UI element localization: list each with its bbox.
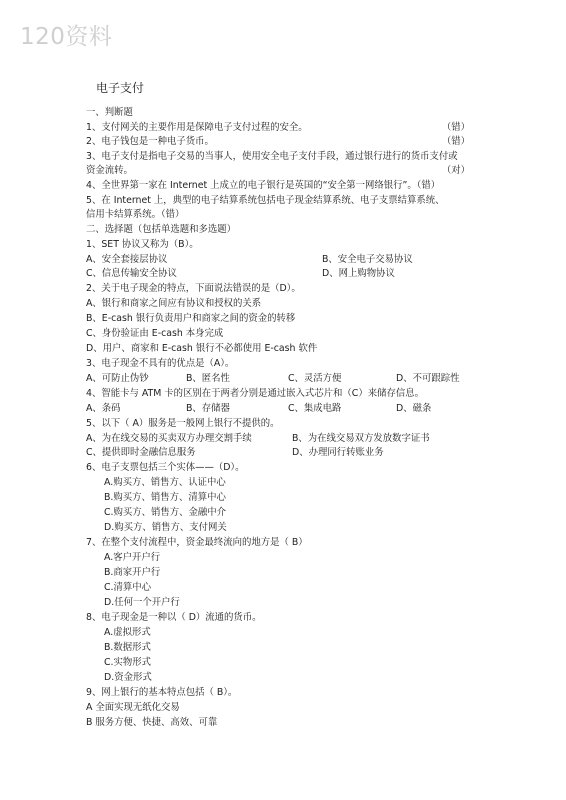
option-b: B、E-cash 银行负责用户和商家之间的资金的转移 — [86, 313, 296, 324]
option-row — [86, 268, 486, 280]
choice-question-8: 8、电子现金是一种以（ D）流通的货币。 — [86, 612, 262, 623]
option-d: D.任何一个开户行 — [104, 597, 180, 608]
option-d: D、磁条 — [396, 403, 432, 414]
judge-question-4: 4、全世界第一家在 Internet 上成立的电子银行是英国的“安全第一网络银行”。（错） — [86, 180, 441, 191]
answer-mark: （对） — [441, 165, 470, 176]
choice-question-9: 9、网上银行的基本特点包括（ B）。 — [86, 687, 238, 698]
option-a: A、安全套接层协议 — [86, 254, 168, 265]
question-text: 资金流转。 — [86, 165, 133, 176]
option-a: A 全面实现无纸化交易 — [86, 702, 180, 713]
option-a: A.购买方、销售方、认证中心 — [104, 477, 226, 488]
judge-heading: 一、判断题 — [86, 107, 133, 118]
judge-question-3-line-1: 3、电子支付是指电子交易的当事人，使用安全电子支付手段，通过银行进行的货币支付或 — [86, 151, 458, 162]
watermark: 120资料 — [20, 24, 113, 50]
option-row — [86, 373, 486, 385]
option-a: A、条码 — [86, 403, 121, 414]
judge-question-3-line-2 — [86, 165, 470, 177]
option-c: C、身份验证由 E-cash 本身完成 — [86, 328, 224, 339]
option-d: D.资金形式 — [104, 672, 152, 683]
judge-question-5-line-2: 信用卡结算系统。（错） — [86, 209, 185, 220]
choice-question-7: 7、在整个支付流程中，资金最终流向的地方是（ B） — [86, 537, 308, 548]
option-b: B.数据形式 — [104, 642, 151, 653]
option-d: D、办理同行转账业务 — [292, 447, 384, 458]
option-c: C.实物形式 — [104, 657, 152, 668]
document-title: 电子支付 — [96, 81, 145, 95]
choice-question-3: 3、电子现金不具有的优点是（A）。 — [86, 358, 235, 369]
option-c: C.购买方、销售方、金融中介 — [104, 507, 227, 518]
option-a: A、为在线交易的买卖双方办理交割手续 — [86, 433, 252, 444]
choice-question-6: 6、电子支票包括三个实体——（D）。 — [86, 462, 245, 473]
option-c: C、提供即时金融信息服务 — [86, 447, 196, 458]
judge-question-1 — [86, 122, 470, 134]
option-b: B 服务方便、快捷、高效、可靠 — [86, 717, 218, 728]
option-b: B.购买方、销售方、清算中心 — [104, 492, 226, 503]
option-b: B、存储器 — [186, 403, 230, 414]
option-row — [86, 433, 486, 445]
option-c: C、集成电路 — [288, 403, 342, 414]
option-a: A.客户开户行 — [104, 552, 161, 563]
question-text: 1、支付网关的主要作用是保障电子支付过程的安全。 — [86, 122, 308, 133]
choice-heading: 二、选择题（包括单选题和多选题） — [86, 224, 237, 235]
option-a: A.虚拟形式 — [104, 627, 151, 638]
option-d: D、不可跟踪性 — [396, 373, 460, 384]
answer-mark: （错） — [441, 122, 470, 133]
option-b: B、为在线交易双方发放数字证书 — [292, 433, 430, 444]
option-d: D、网上购物协议 — [322, 268, 395, 279]
choice-question-4: 4、智能卡与 ATM 卡的区别在于两者分别是通过嵌入式芯片和（C）来储存信息。 — [86, 388, 424, 399]
choice-question-2: 2、关于电子现金的特点，下面说法错误的是（D）。 — [86, 283, 301, 294]
choice-question-1: 1、SET 协议又称为（B）。 — [86, 239, 199, 250]
option-a: A、银行和商家之间应有协议和授权的关系 — [86, 298, 262, 309]
choice-question-5: 5、以下（ A）服务是一般网上银行不提供的。 — [86, 418, 280, 429]
option-c: C、信息传输安全协议 — [86, 268, 177, 279]
option-c: C.清算中心 — [104, 582, 152, 593]
judge-question-2 — [86, 136, 470, 148]
option-a: A、可防止伪钞 — [86, 373, 149, 384]
judge-question-5-line-1: 5、在 Internet 上，典型的电子结算系统包括电子现金结算系统、电子支票结算系统、 — [86, 195, 445, 206]
option-row — [86, 403, 486, 415]
option-d: D.购买方、销售方、支付网关 — [104, 522, 227, 533]
option-b: B、安全电子交易协议 — [322, 254, 413, 265]
option-row — [86, 254, 486, 266]
option-b: B、匿名性 — [186, 373, 230, 384]
option-c: C、灵活方便 — [288, 373, 342, 384]
option-b: B.商家开户行 — [104, 567, 161, 578]
question-text: 2、电子钱包是一种电子货币。 — [86, 136, 214, 147]
option-d: D、用户、商家和 E-cash 银行不必都使用 E-cash 软件 — [86, 343, 318, 354]
answer-mark: （错） — [441, 136, 470, 147]
option-row — [86, 447, 486, 459]
